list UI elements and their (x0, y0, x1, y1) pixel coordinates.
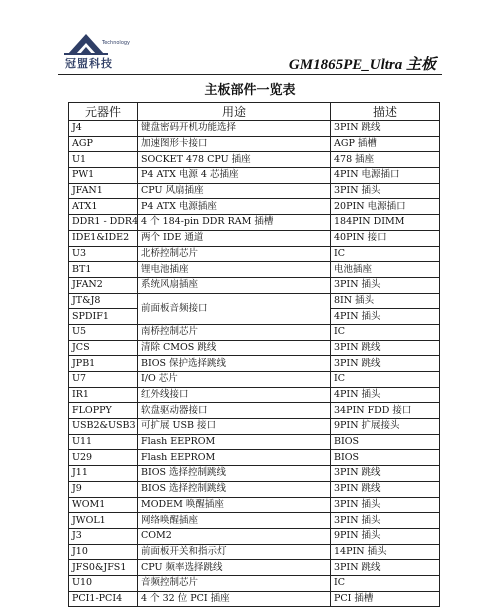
cell-component: J3 (69, 528, 138, 544)
table-row (69, 340, 440, 356)
cell-component: U7 (69, 372, 138, 388)
cell-purpose: P4 ATX 电源 4 芯插座 (138, 168, 331, 184)
table-row (69, 575, 440, 591)
cell-description: 4PIN 插头 (331, 387, 440, 403)
cell-purpose: 两个 IDE 通道 (138, 230, 331, 246)
cell-purpose: 可扩展 USB 接口 (138, 419, 331, 435)
cell-component: U5 (69, 324, 138, 340)
cell-purpose: BIOS 保护选择跳线 (138, 356, 331, 372)
cell-component: U11 (69, 434, 138, 450)
cell-description: 3PIN 跳线 (331, 356, 440, 372)
cell-purpose: Flash EEPROM (138, 450, 331, 466)
table-row (69, 544, 440, 560)
cell-purpose: 红外线接口 (138, 387, 331, 403)
cell-component: U3 (69, 246, 138, 262)
table-row (69, 152, 440, 168)
table-row (69, 168, 440, 184)
cell-purpose: P4 ATX 电源插座 (138, 199, 331, 215)
table-row (69, 230, 440, 246)
cell-component: SPDIF1 (69, 309, 138, 325)
cell-description: 3PIN 插头 (331, 497, 440, 513)
table-row (69, 121, 440, 137)
cell-component: J9 (69, 481, 138, 497)
cell-component: JPB1 (69, 356, 138, 372)
cell-description: BIOS (331, 450, 440, 466)
cell-purpose: 网络唤醒插座 (138, 513, 331, 529)
cell-description: 3PIN 插头 (331, 513, 440, 529)
cell-purpose: I/O 芯片 (138, 372, 331, 388)
table-row (69, 183, 440, 199)
cell-description: 9PIN 扩展接头 (331, 419, 440, 435)
cell-component: J11 (69, 466, 138, 482)
cell-component: JFS0&JFS1 (69, 560, 138, 576)
cell-purpose: 前面板开关和指示灯 (138, 544, 331, 560)
cell-component: U1 (69, 152, 138, 168)
cell-description: 3PIN 跳线 (331, 481, 440, 497)
cell-description: AGP 插槽 (331, 136, 440, 152)
cell-component: ATX1 (69, 199, 138, 215)
table-row (69, 560, 440, 576)
column-header-component: 元器件 (69, 103, 138, 121)
cell-purpose: COM2 (138, 528, 331, 544)
cell-purpose: 4 个 184-pin DDR RAM 插槽 (138, 215, 331, 231)
table-row (69, 419, 440, 435)
cell-purpose: Flash EEPROM (138, 434, 331, 450)
cell-description: 3PIN 跳线 (331, 560, 440, 576)
parts-table (68, 102, 440, 607)
table-row (69, 136, 440, 152)
table-row (69, 215, 440, 231)
cell-component: IR1 (69, 387, 138, 403)
cell-description: IC (331, 324, 440, 340)
cell-description: 3PIN 跳线 (331, 466, 440, 482)
cell-component: USB2&USB3 (69, 419, 138, 435)
cell-description: BIOS (331, 434, 440, 450)
cell-description: IC (331, 372, 440, 388)
table-row (69, 324, 440, 340)
column-header-description: 描述 (331, 103, 440, 121)
table-row (69, 387, 440, 403)
cell-description: IC (331, 575, 440, 591)
cell-description: 3PIN 跳线 (331, 121, 440, 137)
cell-purpose: 前面板音频接口 (138, 293, 331, 324)
cell-component: FLOPPY (69, 403, 138, 419)
cell-component: DDR1 - DDR4 (69, 215, 138, 231)
svg-text:Technology: Technology (102, 40, 131, 46)
cell-purpose: 清除 CMOS 跳线 (138, 340, 331, 356)
cell-description: 184PIN DIMM (331, 215, 440, 231)
cell-description: 3PIN 插头 (331, 183, 440, 199)
cell-component: WOM1 (69, 497, 138, 513)
table-row (69, 403, 440, 419)
table-title: 主板部件一览表 (204, 83, 296, 98)
cell-purpose: CPU 频率选择跳线 (138, 560, 331, 576)
table-row (69, 262, 440, 278)
table-row (69, 372, 440, 388)
cell-component: IDE1&IDE2 (69, 230, 138, 246)
cell-description: 3PIN 跳线 (331, 340, 440, 356)
cell-purpose: 锂电池插座 (138, 262, 331, 278)
cell-component: J4 (69, 121, 138, 137)
table-row (69, 528, 440, 544)
cell-component: U10 (69, 575, 138, 591)
table-row (69, 591, 440, 607)
cell-purpose: 南桥控制芯片 (138, 324, 331, 340)
cell-description: 3PIN 插头 (331, 277, 440, 293)
cell-purpose: 4 个 32 位 PCI 插座 (138, 591, 331, 607)
cell-component: BT1 (69, 262, 138, 278)
table-row (69, 246, 440, 262)
cell-description: 电池插座 (331, 262, 440, 278)
table-row (69, 293, 440, 309)
table-row (69, 513, 440, 529)
table-row (69, 277, 440, 293)
table-row (69, 434, 440, 450)
cell-purpose: 软盘驱动器接口 (138, 403, 331, 419)
cell-component: J10 (69, 544, 138, 560)
cell-description: 40PIN 接口 (331, 230, 440, 246)
cell-purpose: CPU 风扇插座 (138, 183, 331, 199)
cell-purpose: 键盘密码开机功能选择 (138, 121, 331, 137)
table-row (69, 466, 440, 482)
cell-purpose: BIOS 选择控制跳线 (138, 481, 331, 497)
cell-purpose: 系统风扇插座 (138, 277, 331, 293)
cell-purpose: 北桥控制芯片 (138, 246, 331, 262)
document-title: GM1865PE_Ultra 主板 (288, 57, 436, 73)
cell-description: 34PIN FDD 接口 (331, 403, 440, 419)
cell-description: 8IN 插头 (331, 293, 440, 309)
cell-component: JFAN1 (69, 183, 138, 199)
column-header-purpose: 用途 (138, 103, 331, 121)
table-header-row (69, 103, 440, 121)
cell-description: 20PIN 电源插口 (331, 199, 440, 215)
table-row (69, 450, 440, 466)
cell-description: 14PIN 插头 (331, 544, 440, 560)
table-row (69, 497, 440, 513)
cell-purpose: SOCKET 478 CPU 插座 (138, 152, 331, 168)
cell-purpose: 音频控制芯片 (138, 575, 331, 591)
cell-description: IC (331, 246, 440, 262)
cell-description: 4PIN 插头 (331, 309, 440, 325)
cell-description: 478 插座 (331, 152, 440, 168)
cell-purpose: 加速图形卡接口 (138, 136, 331, 152)
cell-component: PCI1-PCI4 (69, 591, 138, 607)
header-rule (58, 74, 442, 75)
cell-description: PCI 插槽 (331, 591, 440, 607)
cell-component: JT&J8 (69, 293, 138, 309)
cell-purpose: MODEM 唤醒插座 (138, 497, 331, 513)
cell-component: JWOL1 (69, 513, 138, 529)
table-row (69, 481, 440, 497)
table-row (69, 199, 440, 215)
logo-text: 冠盟科技 (65, 57, 113, 70)
cell-component: PW1 (69, 168, 138, 184)
table-row (69, 356, 440, 372)
cell-component: U29 (69, 450, 138, 466)
cell-component: JCS (69, 340, 138, 356)
cell-component: AGP (69, 136, 138, 152)
cell-component: JFAN2 (69, 277, 138, 293)
cell-purpose: BIOS 选择控制跳线 (138, 466, 331, 482)
cell-description: 9PIN 插头 (331, 528, 440, 544)
cell-description: 4PIN 电源插口 (331, 168, 440, 184)
